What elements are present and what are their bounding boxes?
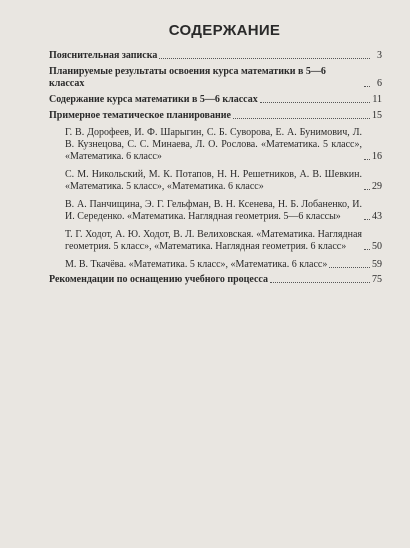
table-of-contents: [49, 50, 382, 286]
toc-entry-title: Примерное тематическое планирование: [49, 110, 231, 121]
toc-entry-title: Г. В. Дорофеев, И. Ф. Шарыгин, С. Б. Суворова, Е. А. Бунимович, Л. В. Кузнецова, С. С. Минаева, Л. О. Рослова. «Математика. 5 класс», «Математика. 6 класс»: [65, 127, 362, 162]
dot-leader: [329, 266, 370, 268]
toc-entry-title: Планируемые результаты освоения курса математики в 5—6 классах: [49, 66, 326, 89]
dot-leader: [364, 85, 370, 87]
toc-page-number: 3: [377, 50, 382, 61]
dot-leader: [233, 117, 370, 119]
toc-entry: [49, 94, 382, 106]
dot-leader: [364, 218, 370, 220]
toc-subentry: [49, 229, 382, 253]
toc-entry-title: В. А. Панчищина, Э. Г. Гельфман, В. Н. Ксенева, Н. Б. Лобаненко, И. И. Середенко. «Математика. Наглядная геометрия. 5—6 классы»: [65, 199, 362, 222]
toc-page-number: 59: [372, 259, 382, 270]
dot-leader: [364, 188, 370, 190]
toc-entry-title: М. В. Ткачёва. «Математика. 5 класс», «Математика. 6 класс»: [65, 259, 328, 270]
toc-subentry: [49, 169, 382, 193]
toc-page-number: 6: [377, 78, 382, 89]
toc-subentry: [49, 199, 382, 223]
toc-subentry: [49, 127, 382, 163]
toc-page-number: 75: [372, 274, 382, 285]
toc-entry-title: Содержание курса математики в 5—6 классах: [49, 94, 258, 105]
toc-page-number: 50: [372, 241, 382, 252]
toc-entry: [49, 50, 382, 62]
toc-entry: [49, 66, 382, 90]
toc-page-number: 29: [372, 181, 382, 192]
dot-leader: [270, 281, 370, 283]
dot-leader: [260, 101, 370, 103]
dot-leader: [364, 158, 370, 160]
toc-page-number: 15: [372, 110, 382, 121]
toc-entry-title: Т. Г. Ходот, А. Ю. Ходот, В. Л. Велиховская. «Математика. Наглядная геометрия. 5 класс», «Математика. Наглядная геометрия. 6 класс»: [65, 229, 362, 252]
toc-page-number: 43: [372, 211, 382, 222]
toc-entry: [49, 110, 382, 122]
toc-entry-title: С. М. Никольский, М. К. Потапов, Н. Н. Решетников, А. В. Шевкин. «Математика. 5 класс», «Математика. 6 класс»: [65, 169, 362, 192]
toc-entry-title: Пояснительная записка: [49, 50, 158, 61]
toc-entry: [49, 274, 382, 286]
toc-page-number: 11: [372, 94, 382, 105]
page-title: СОДЕРЖАНИЕ: [168, 22, 281, 39]
dot-leader: [159, 57, 370, 59]
toc-entry-title: Рекомендации по оснащению учебного процесса: [49, 274, 268, 285]
toc-page-number: 16: [372, 151, 382, 162]
toc-subentry: [49, 259, 382, 271]
dot-leader: [364, 248, 370, 250]
